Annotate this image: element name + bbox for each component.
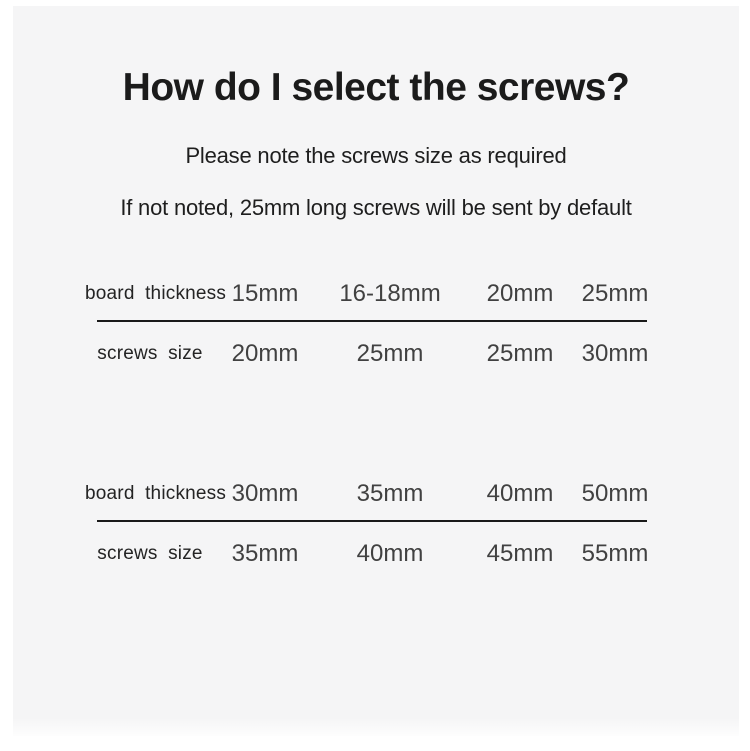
note-line-1: Please note the screws size as required <box>185 143 567 168</box>
board-thickness-value: 16-18mm <box>339 280 441 307</box>
note-line-2: If not noted, 25mm long screws will be sent by default <box>120 195 632 220</box>
screws-size-value: 30mm <box>581 340 649 367</box>
board-thickness-value: 30mm <box>231 480 299 507</box>
page-title: How do I select the screws? <box>122 66 630 109</box>
screws-size-value: 20mm <box>231 340 299 367</box>
row-label-board-thickness: board thickness <box>85 283 227 304</box>
row-label-screws-size: screws size <box>97 343 203 364</box>
board-thickness-value: 40mm <box>486 480 554 507</box>
screws-size-value: 55mm <box>581 540 649 567</box>
table-row-screws-size <box>85 522 655 586</box>
table-row-board-thickness <box>85 468 655 520</box>
board-thickness-value: 50mm <box>581 480 649 507</box>
screws-size-value: 25mm <box>356 340 424 367</box>
board-thickness-value: 35mm <box>356 480 424 507</box>
table-row-screws-size <box>85 322 655 386</box>
content-card <box>13 6 739 736</box>
size-table-thick-boards <box>85 468 655 586</box>
board-thickness-value: 25mm <box>581 280 649 307</box>
board-thickness-value: 15mm <box>231 280 299 307</box>
screws-size-value: 40mm <box>356 540 424 567</box>
board-thickness-value: 20mm <box>486 280 554 307</box>
screws-size-value: 25mm <box>486 340 554 367</box>
row-label-board-thickness: board thickness <box>85 483 227 504</box>
screws-size-value: 35mm <box>231 540 299 567</box>
table-row-board-thickness <box>85 268 655 320</box>
size-table-thin-boards <box>85 268 655 386</box>
row-label-screws-size: screws size <box>97 543 203 564</box>
screws-size-value: 45mm <box>486 540 554 567</box>
